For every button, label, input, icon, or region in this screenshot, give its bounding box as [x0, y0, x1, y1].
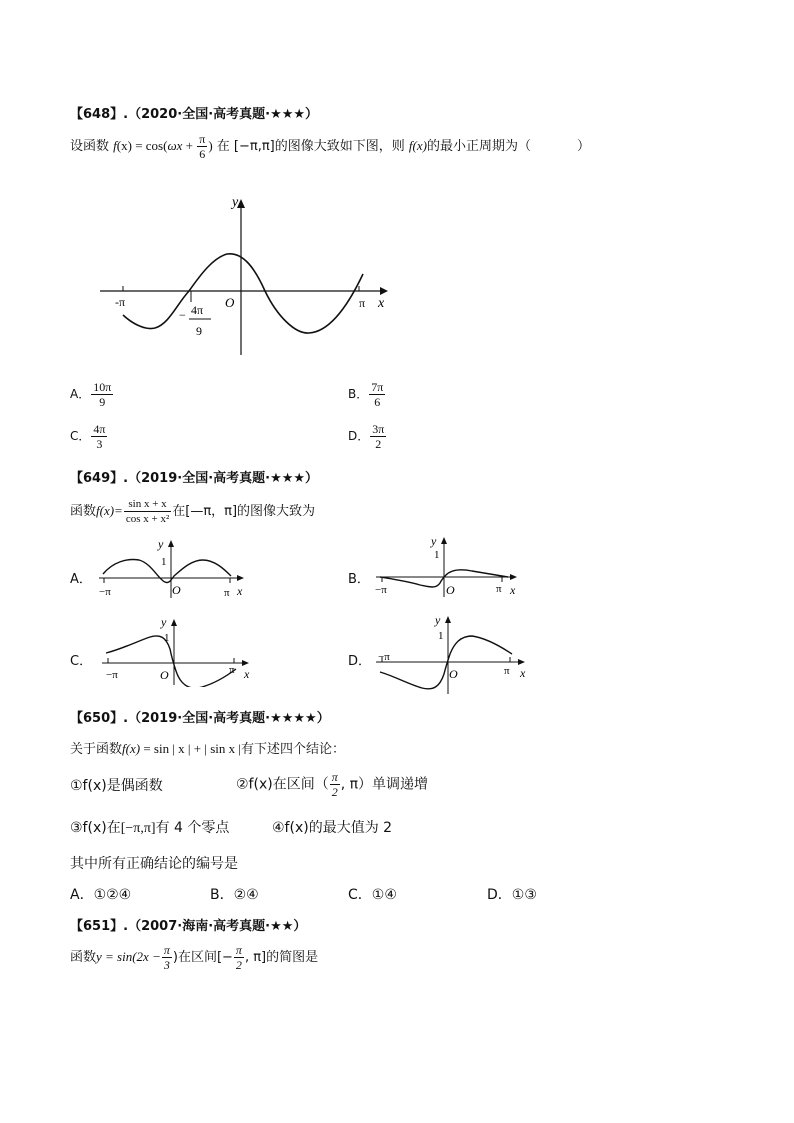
q649-a-x-arrow — [237, 575, 244, 581]
q648-option-c-label: C． — [70, 429, 91, 443]
q649-a-y: y — [158, 538, 164, 551]
q648-option-a-label: A． — [70, 387, 91, 401]
q651-stem-b: )在区间[− — [172, 950, 233, 965]
q651-stem-a: 函数 — [70, 950, 97, 965]
q649-graph-a[interactable] — [95, 538, 255, 603]
q648-x-label: x — [378, 296, 385, 311]
q649-option-b-label[interactable]: B． — [348, 572, 370, 587]
q650-option-c-value: ①④ — [371, 887, 397, 903]
q650-stem-b: 有下述四个结论： — [240, 742, 345, 757]
q648-header: 【648】.（2020·全国·高考真题·★★★） — [70, 107, 319, 122]
q650-header: 【650】.（2019·全国·高考真题·★★★★） — [70, 711, 330, 726]
q648-option-a-value: $\frac{10\pi}{9}$ — [93, 380, 112, 409]
q648-stem-text: 设函数 — [70, 139, 110, 154]
q648-f: f — [113, 138, 117, 153]
q650-option-b-value: ②④ — [233, 887, 259, 903]
q650-option-d-label: D． — [487, 887, 512, 903]
q649-a-curve — [103, 560, 231, 583]
q650-c2 — [236, 770, 428, 799]
q648-eq: = cos( — [131, 138, 168, 153]
q650-stem-a: 关于函数 — [70, 742, 123, 757]
q648-stem — [70, 132, 590, 161]
q649-a-y-arrow — [168, 540, 174, 547]
q649-graph-d[interactable] — [372, 612, 534, 697]
q649-graph-b[interactable] — [372, 535, 527, 600]
q649-fx: f(x)= — [96, 503, 123, 518]
q649-d-y: y — [435, 613, 441, 627]
q649-stem-a: 函数 — [70, 504, 97, 519]
q648-origin: O — [225, 295, 235, 310]
q648-fx: f(x) — [408, 138, 427, 153]
q649-c-y-arrow — [171, 619, 177, 626]
q650-option-c[interactable] — [348, 884, 397, 904]
q649-option-a-label[interactable]: A． — [70, 572, 92, 587]
q649-d-pi: π — [504, 665, 510, 677]
q650-c1: ①f(x)是偶函数 — [70, 778, 163, 794]
q651-stem-c: , π]的简图是 — [244, 950, 319, 965]
q648-x: (x) — [116, 138, 132, 153]
q649-option-d-label[interactable]: D． — [348, 654, 372, 669]
q651-frac1: $\frac{\pi}{3}$ — [163, 943, 170, 972]
q650-option-a[interactable] — [70, 884, 131, 904]
q648-mark-neg: − — [179, 308, 186, 322]
q648-stem-c: 的最小正周期为（ — [426, 139, 531, 154]
q648-graph — [95, 190, 395, 360]
q648-pi-over-6: $\frac{\pi}{6}$ — [199, 132, 206, 161]
q648-close: ) — [208, 138, 213, 153]
q649-stem — [70, 497, 315, 526]
q649-b-pi: π — [496, 583, 502, 595]
q649-b-y: y — [431, 535, 437, 548]
q648-mark-num: 4π — [191, 303, 204, 317]
q648-option-c[interactable] — [70, 422, 108, 451]
q648-neg-pi: -π — [115, 295, 126, 309]
q650-c3 — [70, 817, 229, 837]
q649-a-one: 1 — [161, 556, 167, 568]
q648-pi: π — [359, 296, 366, 310]
q648-option-d-label: D． — [348, 429, 370, 443]
q648-option-d[interactable] — [348, 422, 387, 451]
q649-c-neg-pi: −π — [106, 669, 118, 681]
q649-stem-b: 在[—π，π]的图像大致为 — [172, 504, 316, 519]
q649-d-o: O — [449, 667, 458, 681]
q650-c2-b: , π）单调递增 — [340, 776, 429, 793]
q648-option-d-value: $\frac{3\pi}{2}$ — [372, 422, 385, 451]
q650-option-d-value: ①③ — [511, 887, 537, 903]
q648-plus: + — [182, 138, 197, 153]
q649-c-one: 1 — [164, 632, 170, 644]
q649-b-one: 1 — [434, 549, 440, 561]
q650-c2-a: ②f(x)在区间（ — [236, 776, 329, 793]
q649-c-pi: π — [229, 664, 235, 676]
q648-option-b-value: $\frac{7\pi}{6}$ — [371, 380, 384, 409]
q651-header: 【651】.（2007·海南·高考真题·★★） — [70, 919, 307, 934]
q649-a-x: x — [237, 584, 243, 598]
q649-d-one: 1 — [438, 630, 444, 642]
q648-y-label: y — [232, 195, 239, 210]
q650-c3-b: 有 4 个零点 — [155, 820, 230, 836]
q649-c-x-arrow — [242, 660, 249, 666]
q649-option-c-label[interactable]: C． — [70, 654, 93, 669]
q649-a-neg-pi: −π — [99, 586, 111, 598]
q650-stem — [70, 738, 345, 757]
q649-b-x-arrow — [510, 574, 517, 580]
q650-stem-f: f(x) — [122, 741, 141, 756]
q649-a-o: O — [172, 583, 181, 597]
q650-option-d[interactable] — [487, 884, 537, 904]
q651-y-eq: y = sin(2x − — [96, 949, 161, 964]
q648-x-arrow — [380, 287, 388, 295]
q648-option-a[interactable] — [70, 380, 114, 409]
q649-a-pi: π — [224, 587, 230, 599]
q651-stem — [70, 943, 318, 972]
q649-b-x: x — [510, 583, 516, 597]
q648-stem-b: 在 [−π,π]的图像大致如下图，则 — [216, 139, 405, 154]
q649-c-o: O — [160, 668, 169, 682]
q649-d-y-arrow — [445, 616, 451, 623]
q650-c2-frac: $\frac{\pi}{2}$ — [331, 770, 338, 799]
q648-stem-end: ） — [576, 139, 590, 154]
q648-curve — [123, 254, 366, 333]
q649-d-x: x — [520, 666, 526, 680]
q648-omega-x: ωx — [167, 138, 183, 153]
q649-b-neg-pi: −π — [375, 584, 387, 596]
q650-c3-int: [−π,π] — [120, 821, 156, 836]
q649-fraction: $\frac{\text{sin x + x}}{\text{cos x + x²}}$ — [125, 498, 170, 525]
q650-option-c-label: C． — [348, 887, 372, 903]
q650-ask: 其中所有正确结论的编号是 — [70, 856, 238, 872]
q648-option-c-value: $\frac{4\pi}{3}$ — [93, 422, 106, 451]
q648-option-b-label: B． — [348, 387, 369, 401]
q649-c-y: y — [161, 615, 167, 629]
q650-option-b[interactable] — [210, 884, 259, 904]
q650-stem-eq: = sin | x | + | sin x | — [140, 741, 241, 756]
q649-b-o: O — [446, 583, 455, 597]
q649-c-curve — [106, 636, 236, 687]
q649-c-x: x — [244, 667, 250, 681]
q648-option-b[interactable] — [348, 380, 386, 409]
q650-option-a-value: ①②④ — [93, 887, 132, 903]
q649-graph-c[interactable] — [98, 615, 258, 687]
q651-frac2: $\frac{\pi}{2}$ — [235, 943, 242, 972]
q649-d-neg-pi: −π — [378, 651, 390, 663]
q649-header: 【649】.（2019·全国·高考真题·★★★） — [70, 471, 319, 486]
q650-option-b-label: B． — [210, 887, 234, 903]
q650-c4: ④f(x)的最大值为 2 — [272, 820, 393, 836]
q649-b-y-arrow — [441, 537, 447, 544]
q650-option-a-label: A． — [70, 887, 94, 903]
q650-c3-a: ③f(x)在 — [70, 820, 121, 836]
q648-mark-den: 9 — [196, 324, 202, 338]
q649-d-x-arrow — [518, 659, 525, 665]
